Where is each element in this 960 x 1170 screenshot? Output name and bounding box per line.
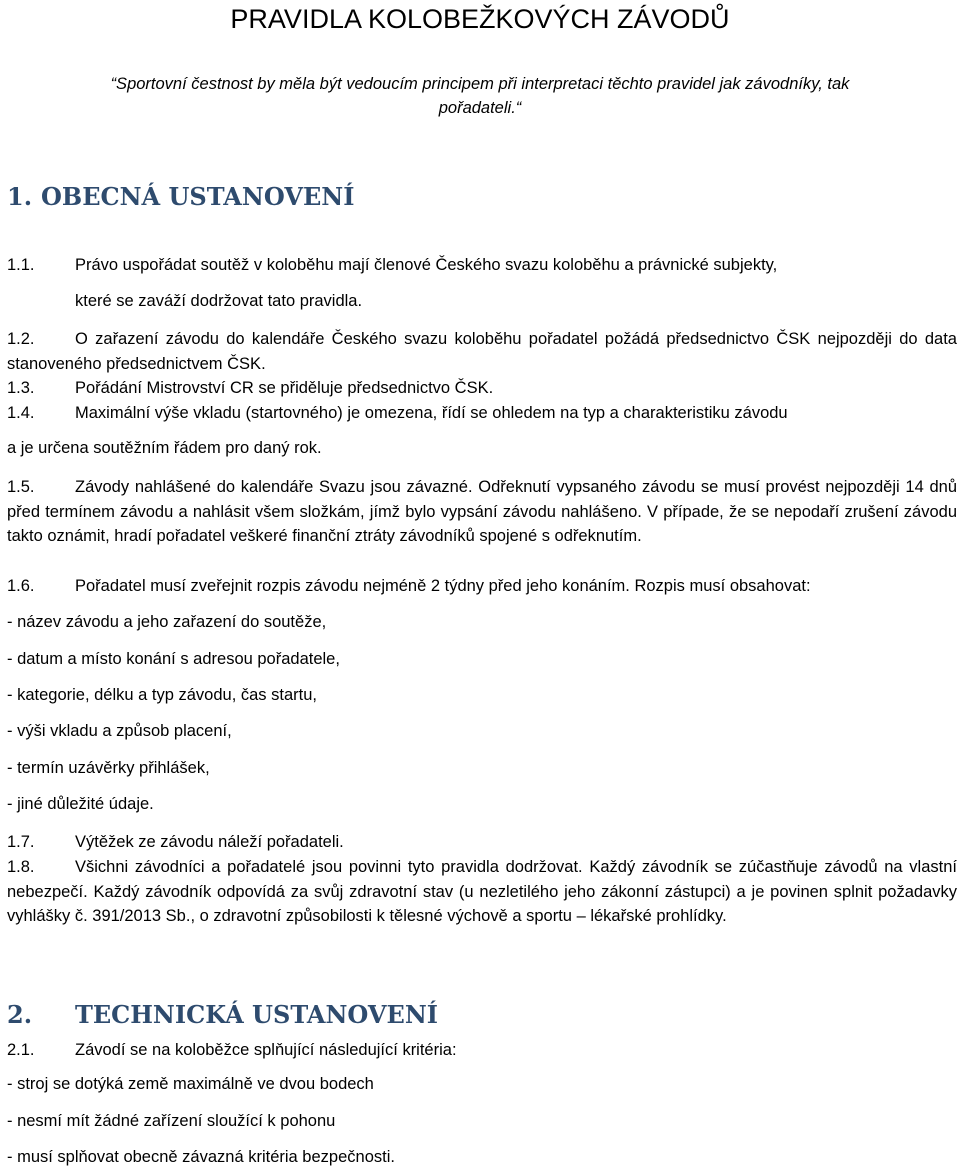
rule-1-4	[7, 401, 957, 460]
rule-text: Pořadatel musí zveřejnit rozpis závodu nejméně 2 týdny před jeho konáním. Rozpis musí obsahovat:	[75, 577, 811, 595]
rozpis-list-item: - název závodu a jeho zařazení do soutěže,	[7, 613, 327, 631]
rule-1-7	[7, 830, 344, 854]
rule-text: Výtěžek ze závodu náleží pořadateli.	[75, 833, 344, 851]
rule-1-1	[7, 253, 957, 313]
rule-number: 1.8.	[7, 858, 35, 876]
rule-text: Maximální výše vkladu (startovného) je omezena, řídí se ohledem na typ a charakteristiku závodu	[75, 404, 788, 422]
rule-1-6	[7, 574, 811, 598]
rule-text: Pořádání Mistrovství CR se přiděluje předsednictvo ČSK.	[75, 379, 494, 397]
rule-number: 2.1.	[7, 1041, 35, 1059]
criteria-list-item: - musí splňovat obecně závazná kritéria bezpečnosti.	[7, 1148, 395, 1166]
rule-number: 1.6.	[7, 577, 35, 595]
section-number: 2.	[7, 1000, 33, 1029]
document-title: PRAVIDLA KOLOBEŽKOVÝCH ZÁVODŮ	[230, 4, 730, 34]
criteria-list-item: - nesmí mít žádné zařízení sloužící k pohonu	[7, 1112, 336, 1130]
rule-text: Právo uspořádat soutěž v koloběhu mají členové Českého svazu koloběhu a právnické subjekty,	[75, 256, 778, 274]
rule-text: O zařazení závodu do kalendáře Českého svazu koloběhu pořadatel požádá předsednictvo ČSK nejpozději do data stanoveného předsednictvem ČSK.	[7, 330, 957, 373]
rule-text: Závodí se na koloběžce splňující následující kritéria:	[75, 1041, 457, 1059]
rule-1-3	[7, 376, 493, 400]
rule-number: 1.5.	[7, 478, 35, 496]
rule-text: Závody nahlášené do kalendáře Svazu jsou závazné. Odřeknutí vypsaného závodu se musí provést nejpozději 14 dnů před termínem závodu a nahlásit všem složkám, jímž bylo vypsání závodu nahlášeno. V případe, že se nepodaří zrušení závodu takto oznámit, hradí pořadatel veškeré finanční ztráty závodníků spojené s odřeknutím.	[7, 478, 957, 545]
rule-text-continued: které se zaváží dodržovat tato pravidla.	[75, 292, 363, 310]
section-title: OBECNÁ USTANOVENÍ	[41, 182, 355, 211]
rule-1-2	[7, 327, 957, 376]
section-heading-1	[7, 182, 354, 212]
rule-number: 1.3.	[7, 379, 35, 397]
rule-number: 1.1.	[7, 256, 35, 274]
rozpis-list-item: - výši vkladu a způsob placení,	[7, 722, 232, 740]
rozpis-list-item: - datum a místo konání s adresou pořadatele,	[7, 650, 340, 668]
motto-quote: “Sportovní čestnost by měla být vedoucím principem při interpretaci těchto pravidel jak závodníky, tak pořadateli.“	[110, 75, 850, 117]
section-number: 1.	[7, 182, 33, 211]
rule-1-5	[7, 475, 957, 549]
rozpis-list-item: - jiné důležité údaje.	[7, 795, 154, 813]
rozpis-list-item: - kategorie, délku a typ závodu, čas startu,	[7, 686, 317, 704]
rule-1-8	[7, 855, 957, 929]
rule-number: 1.2.	[7, 330, 35, 348]
rule-number: 1.7.	[7, 833, 35, 851]
rule-number: 1.4.	[7, 404, 35, 422]
rozpis-list-item: - termín uzávěrky přihlášek,	[7, 759, 210, 777]
rule-2-1	[7, 1038, 457, 1062]
section-title: TECHNICKÁ USTANOVENÍ	[75, 1000, 438, 1029]
rule-text-continued: a je určena soutěžním řádem pro daný rok.	[7, 439, 322, 457]
rule-text: Všichni závodníci a pořadatelé jsou povinni tyto pravidla dodržovat. Každý závodník se zúčastňuje závodů na vlastní nebezpečí. Každý závodník odpovídá za svůj zdravotní stav (u nezletilého jeho zákonní zástupci) a je povinen splnit požadavky vyhlášky č. 391/2013 Sb., o zdravotní způsobilosti k tělesné výchově a sportu – lékařské prohlídky.	[7, 858, 957, 925]
criteria-list-item: - stroj se dotýká země maximálně ve dvou bodech	[7, 1075, 374, 1093]
section-heading-2	[7, 1000, 438, 1030]
